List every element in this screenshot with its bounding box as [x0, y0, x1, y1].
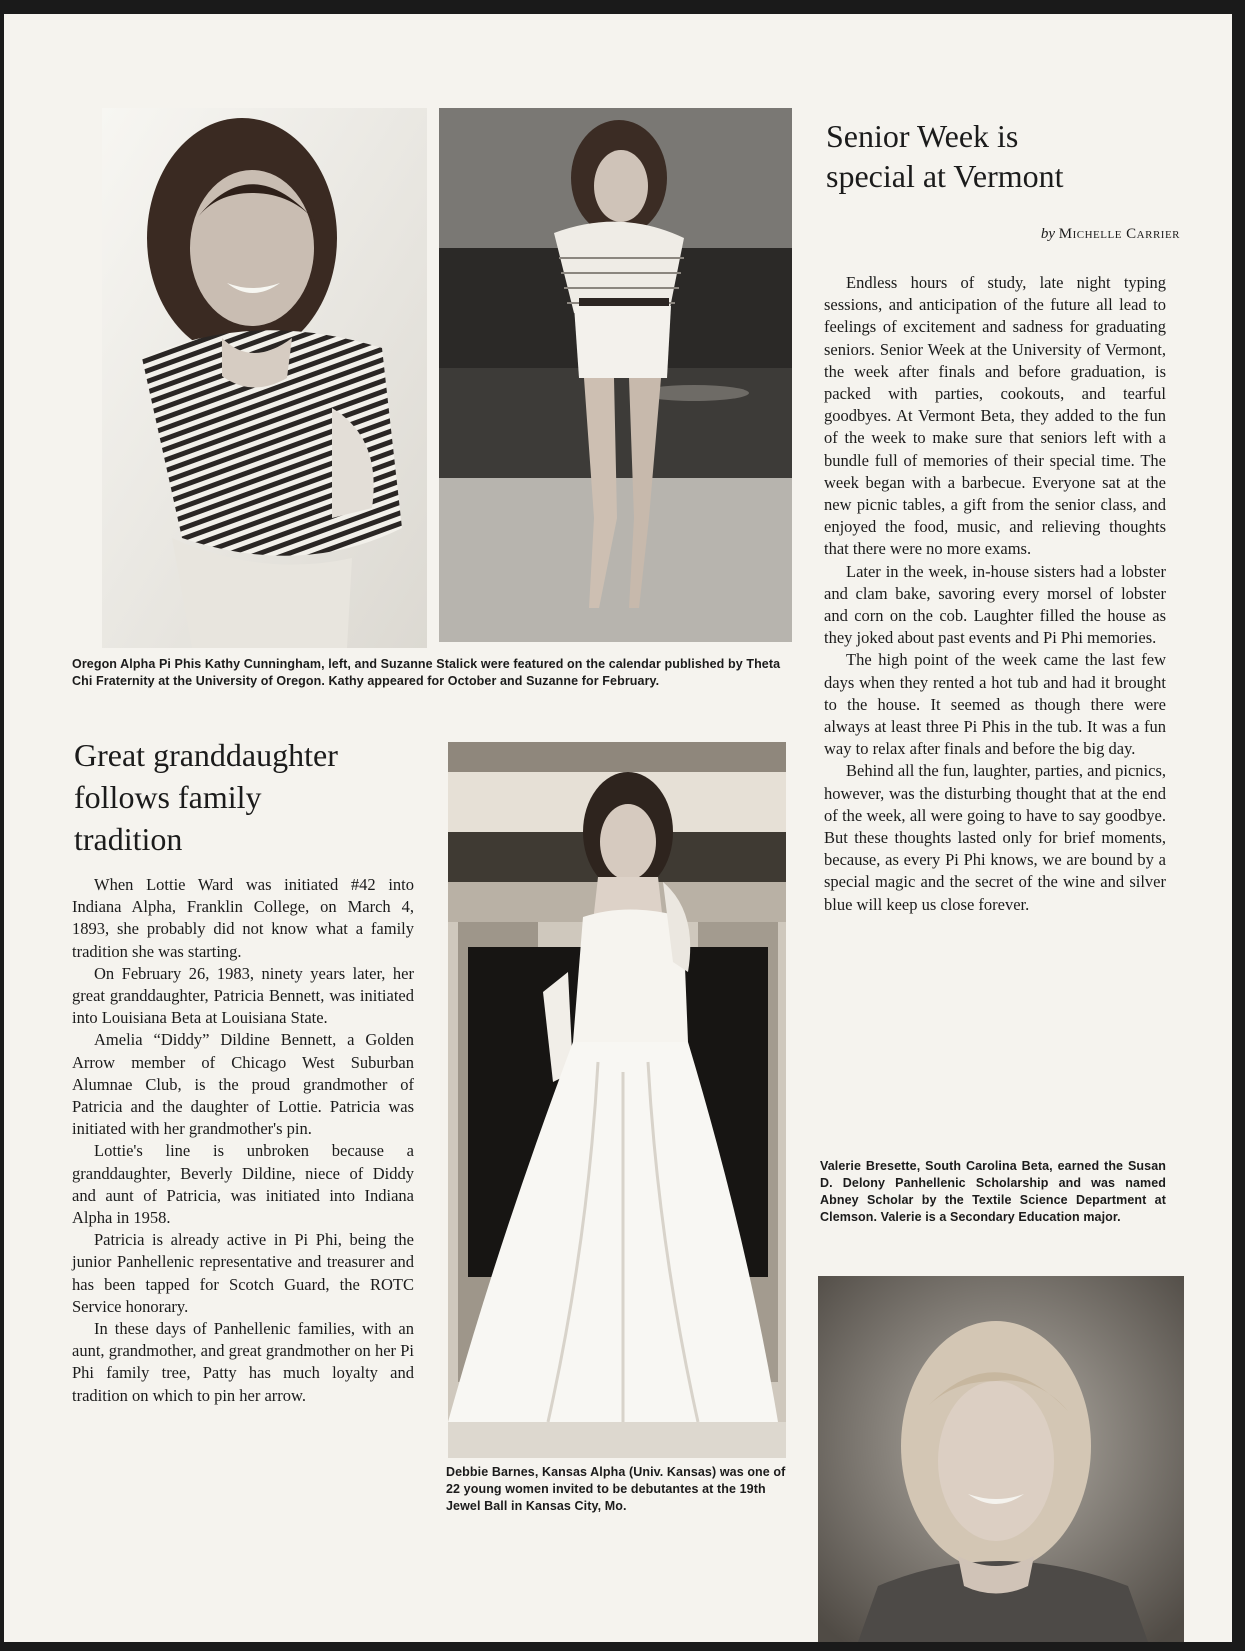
granddaughter-paragraph: When Lottie Ward was initiated #42 into Indiana Alpha, Franklin College, on March 4, 1893, she probably did not know what a family tradition she was starting. — [72, 875, 414, 961]
kathy-cunningham-photo — [102, 108, 427, 648]
granddaughter-body — [72, 874, 414, 1407]
granddaughter-headline-line1: Great granddaughter — [74, 737, 338, 773]
granddaughter-paragraph: On February 26, 1983, ninety years later, her great granddaughter, Patricia Bennett, was initiated into Louisiana Beta at Louisiana State. — [72, 963, 414, 1028]
granddaughter-headline — [74, 734, 434, 860]
vermont-paragraph: Later in the week, in-house sisters had a lobster and clam bake, savoring every morsel of lobster and corn on the cob. Laughter filled the house as they joked about past events and Pi Phi memories. — [824, 561, 1166, 648]
magazine-page — [4, 14, 1232, 1642]
byline-prefix: by — [1040, 226, 1055, 242]
vermont-body — [824, 272, 1166, 916]
granddaughter-paragraph: Lottie's line is unbroken because a granddaughter, Beverly Dildine, niece of Diddy and aunt of Patricia, was initiated into Indiana Alpha in 1958. — [72, 1141, 414, 1228]
granddaughter-headline-line3: tradition — [74, 821, 183, 857]
granddaughter-paragraph: Amelia “Diddy” Dildine Bennett, a Golden Arrow member of Chicago West Suburban Alumnae Club, is the proud grandmother of Patricia and the daughter of Lottie. Patricia was initiated with her grandmother's pin. — [72, 1030, 414, 1139]
byline-author: Michelle Carrier — [1058, 226, 1180, 242]
granddaughter-headline-line2: follows family — [74, 779, 262, 815]
valerie-bresette-photo — [818, 1276, 1184, 1642]
vermont-headline — [826, 116, 1216, 196]
vermont-headline-line1: Senior Week is — [826, 118, 1019, 154]
valerie-caption: Valerie Bresette, South Carolina Beta, earned the Susan D. Delony Panhellenic Scholarship and was named Abney Scholar by the Textile Science Department at Clemson. Valerie is a Secondary Education major. — [820, 1159, 1166, 1224]
debbie-caption: Debbie Barnes, Kansas Alpha (Univ. Kansas) was one of 22 young women invited to be debutantes at the 19th Jewel Ball in Kansas City, Mo. — [446, 1465, 786, 1513]
vermont-headline-line2: special at Vermont — [826, 158, 1064, 194]
granddaughter-paragraph: In these days of Panhellenic families, with an aunt, grandmother, and great grandmother on her Pi Phi family tree, Patty has much loyalty and tradition on which to pin her arrow. — [72, 1319, 414, 1405]
granddaughter-paragraph: Patricia is already active in Pi Phi, being the junior Panhellenic representative and treasurer and has been tapped for Scotch Guard, the ROTC Service honorary. — [72, 1230, 414, 1316]
oregon-caption: Oregon Alpha Pi Phis Kathy Cunningham, left, and Suzanne Stalick were featured on the calendar published by Theta Chi Fraternity at the University of Oregon. Kathy appeared for October and Suzanne for February. — [72, 657, 781, 688]
vermont-paragraph: Endless hours of study, late night typing sessions, and anticipation of the future all lead to feelings of excitement and sadness for graduating seniors. Senior Week at the University of Vermont, the week after finals and before graduation, is packed with parties, cookouts, and tearful goodbyes. At Vermont Beta, they added to the fun of the week to make sure that seniors left with a bundle full of memories of their special time. The week began with a barbecue. Everyone sat at the new picnic tables, a gift from the senior class, and enjoyed the food, music, and relieving thoughts that there were no more exams. — [824, 273, 1166, 559]
vermont-paragraph: Behind all the fun, laughter, parties, and picnics, however, was the disturbing thought that at the end of the week, all were going to have to say goodbye. But these thoughts lasted only for brief moments, because, as every Pi Phi knows, we are bound by a special magic and the secret of the wine and silver blue will keep us close forever. — [824, 761, 1166, 914]
suzanne-stalick-photo — [439, 108, 792, 642]
debbie-barnes-photo — [448, 742, 786, 1458]
vermont-paragraph: The high point of the week came the last few days when they rented a hot tub and had it brought to the house. It seemed as though there were always at least three Pi Phis in the tub. It was a fun way to relax after finals and before the big day. — [824, 650, 1166, 759]
vermont-byline — [1041, 226, 1180, 243]
